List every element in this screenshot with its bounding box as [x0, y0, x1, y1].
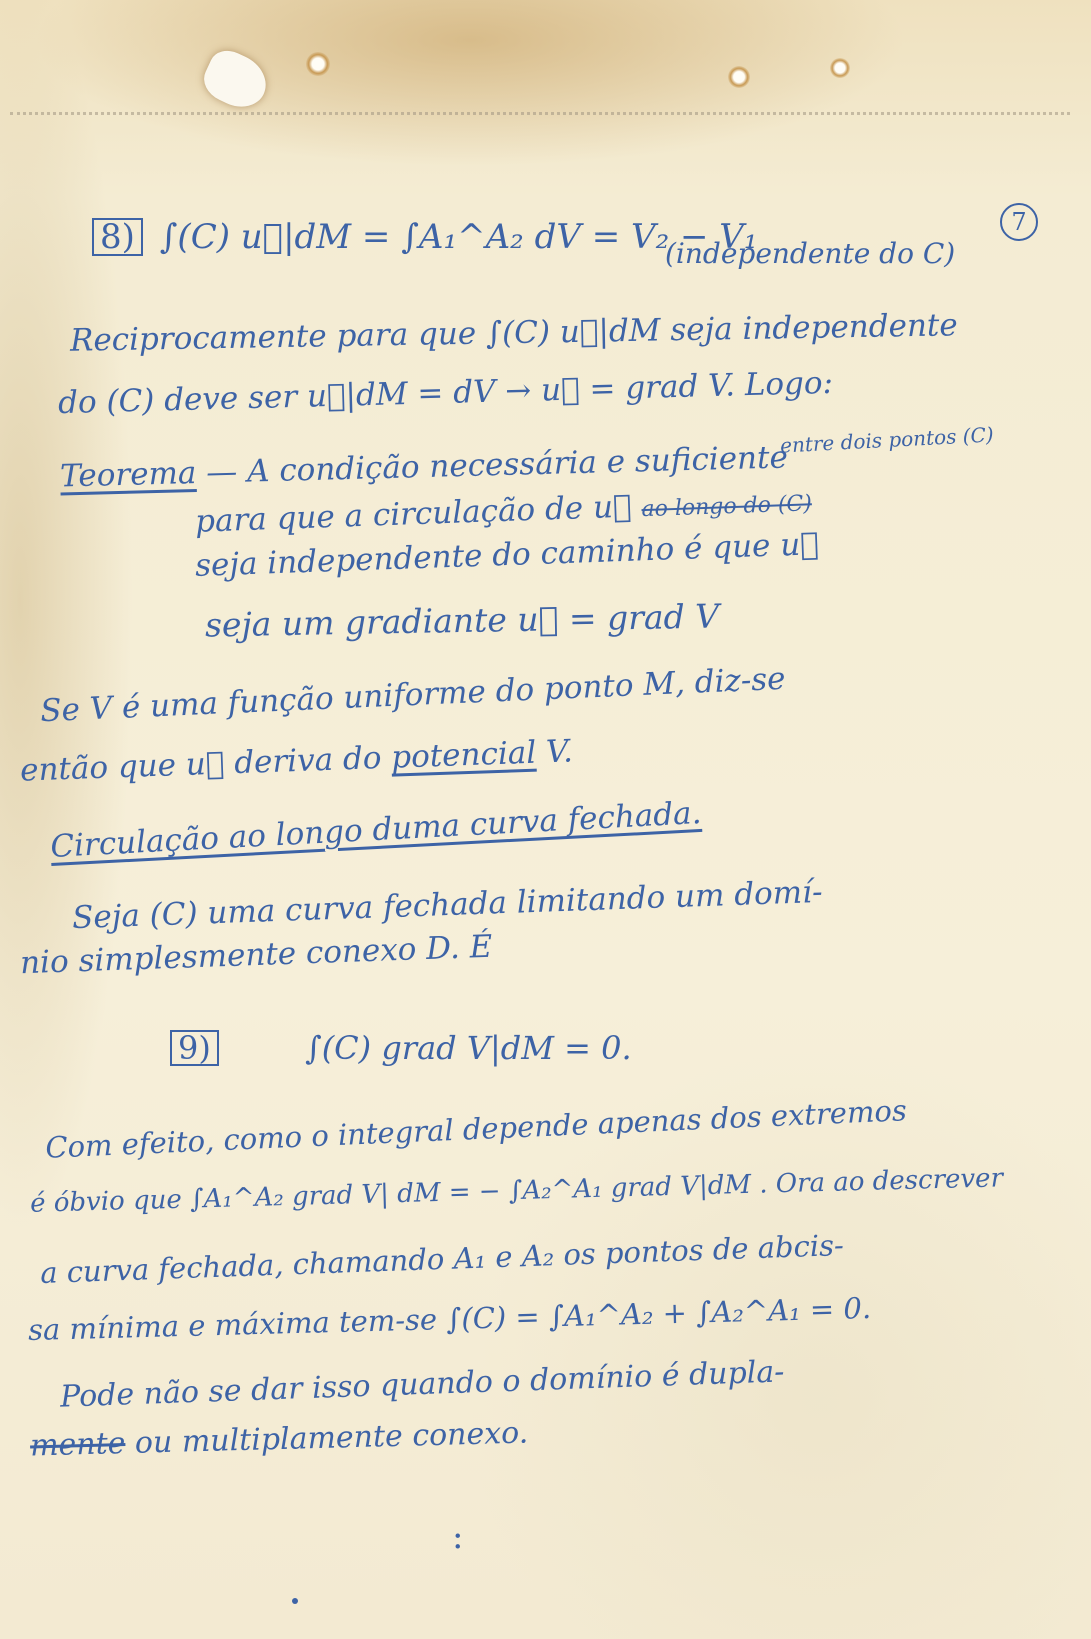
equation-formula: ∫(C) grad V|dM = 0. [305, 1029, 632, 1067]
line-15: sa mínima e máxima tem-se ∫(C) = ∫A₁^A₂ + ∫A₂^A₁ = 0. [27, 1290, 872, 1348]
line-7: Se V é uma função uniforme do ponto M, diz-se [39, 660, 787, 730]
line-16: Pode não se dar isso quando o domínio é dupla- [59, 1354, 785, 1415]
ink-dot [292, 1598, 298, 1604]
line-12: Com efeito, como o integral depende apenas dos extremos [44, 1093, 908, 1165]
struck-text: mente [29, 1426, 126, 1464]
line-5: seja independente do caminho é que u⃗ [194, 526, 820, 584]
struck-text: ao longo do (C) [641, 491, 813, 523]
section-heading: Circulação ao longo duma curva fechada. [49, 794, 703, 866]
punch-hole [306, 52, 330, 76]
line-17 [29, 1415, 529, 1464]
perforation-line [10, 112, 1070, 115]
line-14: a curva fechada, chamando A₁ e A₂ os pontos de abcis- [39, 1227, 845, 1291]
line-2: do (C) deve ser u⃗|dM = dV → u⃗ = grad V. Logo: [57, 364, 834, 422]
theorem-label: Teorema [59, 454, 197, 495]
line-8-end: V. [545, 733, 574, 771]
line-3 [59, 439, 789, 495]
theorem-text: — A condição necessária e suficiente [205, 439, 789, 491]
equation-number: 8) [92, 218, 143, 256]
colon-mark: : [452, 1517, 464, 1557]
equation-note: (independente do C) [665, 237, 956, 270]
line-8 [19, 733, 574, 789]
line-8-text: então que u⃗ deriva do [19, 740, 383, 789]
equation-8 [92, 218, 758, 256]
page-number: 7 [1000, 203, 1038, 241]
line-1: Reciprocamente para que ∫(C) u⃗|dM seja independente [69, 307, 958, 359]
line-10: Seja (C) uma curva fechada limitando um domí- [71, 873, 824, 937]
potential-word: potencial [390, 734, 537, 776]
line-6: seja um gradiante u⃗ = grad V [204, 596, 720, 645]
page-number-badge [1000, 202, 1038, 241]
line-4-text: para que a circulação de u⃗ [194, 488, 633, 540]
insert-note: entre dois pontos (C) [779, 422, 995, 458]
punch-hole [830, 58, 850, 78]
line-17-text: ou multiplamente conexo. [134, 1415, 529, 1461]
torn-hole [197, 44, 274, 116]
equation-formula: ∫(C) u⃗|dM = ∫A₁^A₂ dV = V₂ − V₁ [159, 217, 758, 257]
line-13: é óbvio que ∫A₁^A₂ grad V| dM = − ∫A₂^A₁ grad V|dM . Ora ao descrever [29, 1163, 1004, 1219]
equation-9 [170, 1030, 632, 1066]
line-11: nio simplesmente conexo D. É [19, 928, 493, 982]
punch-hole [728, 66, 750, 88]
equation-number: 9) [170, 1030, 219, 1066]
